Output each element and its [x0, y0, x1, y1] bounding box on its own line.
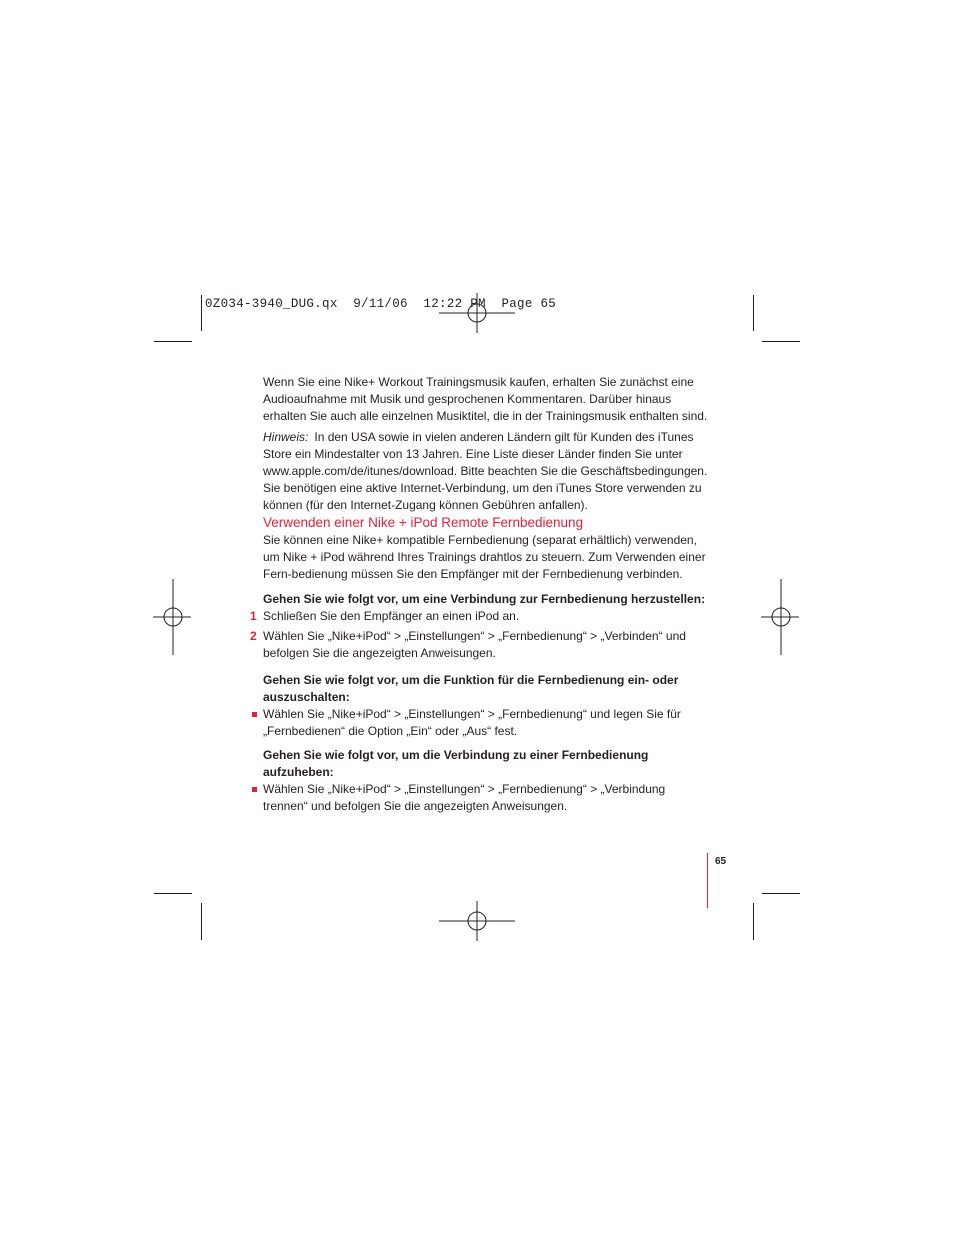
page-number-rule — [707, 853, 708, 908]
printer-slug: 0Z034-3940_DUG.qx 9/11/06 12:22 PM Page 65 — [205, 297, 557, 311]
hinweis-paragraph — [263, 429, 708, 514]
task-title-toggle: Gehen Sie wie folgt vor, um die Funktion für die Fernbedienung ein- oder auszuschalten: — [263, 673, 679, 704]
crop-mark-bottom-right-vertical — [753, 903, 754, 940]
crop-mark-top-right-vertical — [753, 295, 754, 331]
hinweis-text: In den USA sowie in vielen anderen Ländern gilt für Kunden des iTunes Store ein Mindestalter von 13 Jahren. Eine Liste dieser Länder finden Sie unter www.apple.com/de/itunes/download. Bitte beachten Sie die Geschäftsbedingungen. Sie benötigen eine aktive Internet-Verbindung, um den iTunes Store verwenden zu können (für den Internet-Zugang können Gebühren anfallen). — [263, 430, 708, 512]
step-number: 2 — [250, 629, 257, 643]
registration-mark-left — [135, 579, 211, 655]
bullet-text: Wählen Sie „Nike+iPod“ > „Einstellungen“ > „Fernbedienung“ > „Verbindung trennen“ und befolgen Sie die angezeigten Anweisungen. — [263, 782, 666, 813]
hinweis-label: Hinweis: — [263, 430, 309, 444]
step-number: 1 — [250, 609, 257, 623]
step-text: Schließen Sie den Empfänger an einen iPod an. — [263, 609, 520, 623]
registration-mark-top — [439, 275, 515, 351]
crop-mark-top-left-horizontal — [154, 341, 192, 342]
task-title-disconnect: Gehen Sie wie folgt vor, um die Verbindung zu einer Fernbedienung aufzuheben: — [263, 748, 649, 779]
step-1 — [250, 608, 708, 625]
crop-mark-bottom-left-vertical — [201, 903, 202, 940]
crop-mark-bottom-left-horizontal — [154, 893, 192, 894]
page-content — [250, 374, 708, 815]
crop-mark-top-left-vertical — [201, 295, 202, 331]
bullet-text: Wählen Sie „Nike+iPod“ > „Einstellungen“ > „Fernbedienung“ und legen Sie für „Fernbedienen“ die Option „Ein“ oder „Aus“ fest. — [263, 707, 681, 738]
registration-mark-bottom — [439, 883, 515, 959]
crop-mark-bottom-right-horizontal — [762, 893, 800, 894]
step-text: Wählen Sie „Nike+iPod“ > „Einstellungen“ > „Fernbedienung“ > „Verbinden“ und befolgen Sie die angezeigten Anweisungen. — [263, 629, 686, 660]
registration-mark-right — [743, 579, 819, 655]
crop-mark-top-right-horizontal — [762, 341, 800, 342]
bullet-item-toggle — [263, 706, 708, 740]
section-heading: Verwenden einer Nike + iPod Remote Fernbedienung — [263, 515, 584, 530]
page-number: 65 — [715, 856, 727, 867]
step-2 — [250, 628, 708, 662]
bullet-icon — [252, 712, 257, 717]
bullet-icon — [252, 787, 257, 792]
intro-paragraph: Wenn Sie eine Nike+ Workout Trainingsmusik kaufen, erhalten Sie zunächst eine Audioaufnahme mit Musik und gesprochenen Kommentaren. Darüber hinaus erhalten Sie auch alle einzelnen Musiktitel, die in der Trainingsmusik enthalten sind. — [263, 375, 708, 423]
task-title-connect: Gehen Sie wie folgt vor, um eine Verbindung zur Fernbedienung herzustellen: — [263, 592, 706, 606]
section-body: Sie können eine Nike+ kompatible Fernbedienung (separat erhältlich) verwenden, um Nike + iPod während Ihres Trainings drahtlos zu steuern. Zum Verwenden einer Fern-bedienung müssen Sie den Empfänger mit der Fernbedienung verbinden. — [263, 533, 706, 581]
bullet-item-disconnect — [263, 781, 708, 815]
